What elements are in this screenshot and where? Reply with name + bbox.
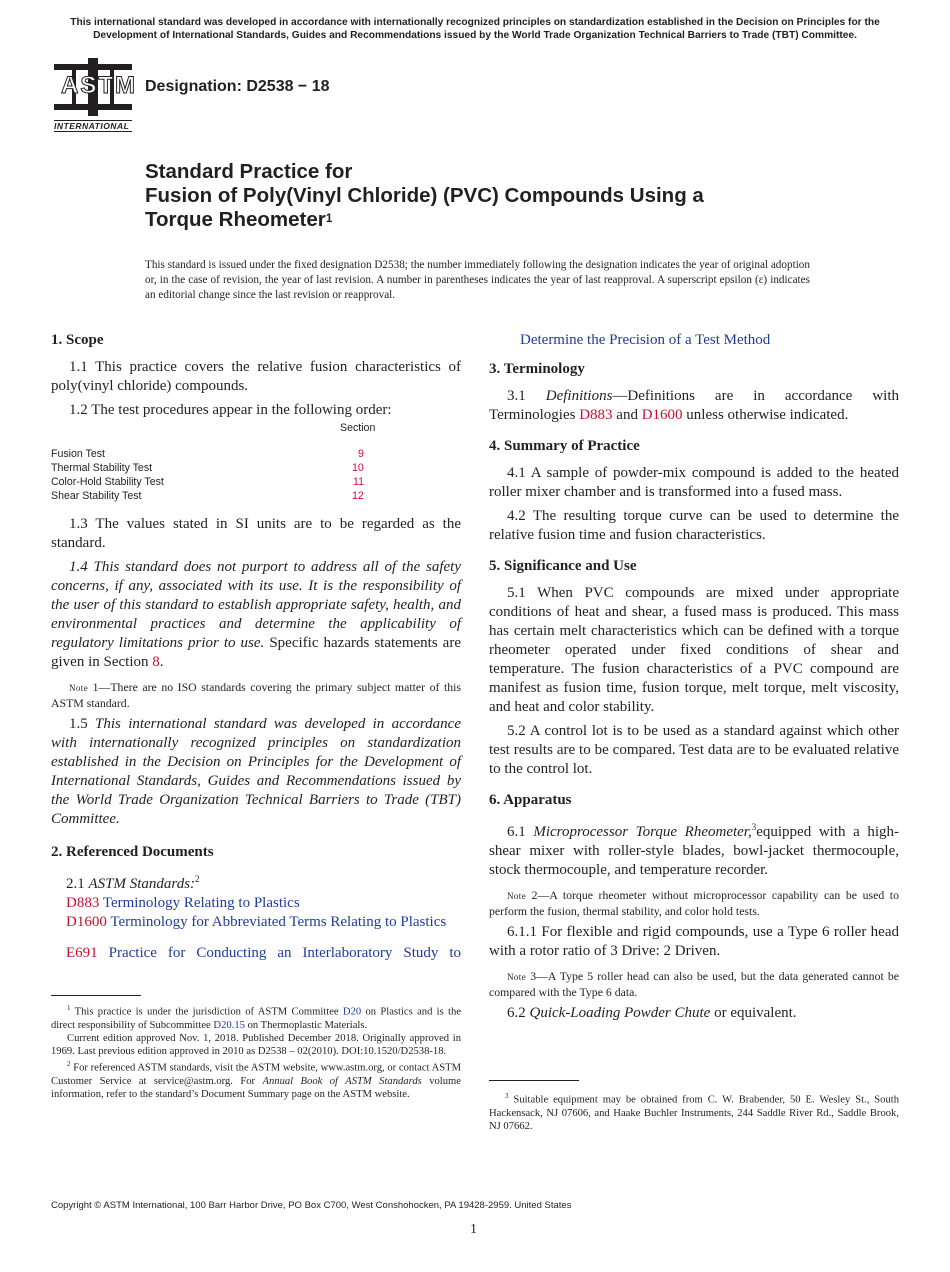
- footnote-2-italic: Annual Book of ASTM Standards: [262, 1076, 422, 1088]
- para-1-4: 1.4 This standard does not purport to address all of the safety concerns, if any, associated with its use. It is the responsibility of the user of this standard to establish appropriate safety, health, and environmental practices and determine the applicability of regulatory limitations prior to use. Specific hazards statements are given in Section 8.: [51, 559, 461, 670]
- footnote-2-marker: 2: [67, 1060, 71, 1069]
- procedure-table: [51, 422, 461, 515]
- footnote-divider-right: [489, 1080, 579, 1081]
- ref-d883[interactable]: [51, 894, 461, 913]
- astm-logo: [50, 56, 136, 134]
- footnote-1-text-a: This practice is under the jurisdiction of ASTM Committee: [74, 1006, 343, 1018]
- para-3-1-text-c: unless otherwise indicated.: [682, 407, 849, 423]
- footnote-2-text-b: volume information, refer to the standard’s Document Summary page on the ASTM website.: [51, 1076, 461, 1101]
- ref-code[interactable]: D883: [66, 895, 100, 911]
- note-2-label: Note: [507, 891, 527, 901]
- section-4-heading: 4. Summary of Practice: [489, 438, 640, 454]
- committee-d20-link[interactable]: D20: [342, 1006, 362, 1018]
- para-1-4-rest: Specific hazards statements are given in Section: [51, 635, 461, 670]
- designation: Designation: D2538 − 18: [145, 78, 330, 95]
- title-line-1: Standard Practice for: [145, 160, 353, 183]
- section-5-heading: 5. Significance and Use: [489, 558, 637, 574]
- para-6-1-1: 6.1.1 For flexible and rigid compounds, use a Type 6 roller head with a rotor ratio of 3 Drive: 2 Driven.: [489, 924, 899, 959]
- title-footnote-ref: 1: [325, 211, 333, 225]
- para-2-1: [51, 870, 461, 894]
- footnote-1-edition: Current edition approved Nov. 1, 2018. Published December 2018. Originally approved in 1969. Last previous edition approved in 2010 as D2538 – 02(2010). DOI:10.1520/D2538-18.: [51, 1032, 461, 1058]
- title-line-2: Fusion of Poly(Vinyl Chloride) (PVC) Compounds Using a: [145, 184, 704, 207]
- title-line-3-text: Torque Rheometer: [145, 208, 326, 231]
- footnote-3-marker: 3: [505, 1092, 509, 1100]
- footnotes-left: [51, 1002, 461, 1101]
- para-3-1-num: 3.1: [507, 388, 546, 404]
- notice-text: This international standard was developed in accordance with internationally recognized principles on standardization established in the Decision on Principles for the Development of International Standards, Guides and Recommendations issued by the World Trade Organization Technical Barriers to Trade (TBT) Committee.: [70, 17, 880, 41]
- footnote-1-marker: 1: [67, 1004, 71, 1012]
- table-header-section: Section: [340, 422, 376, 434]
- para-2-1-text: ASTM Standards:: [88, 876, 196, 892]
- left-column: [51, 331, 461, 932]
- para-1-1: 1.1 This practice covers the relative fusion characteristics of poly(vinyl chloride) compounds.: [51, 359, 461, 394]
- section-8-link[interactable]: 8: [152, 654, 160, 670]
- para-6-2-text: or equivalent.: [710, 1005, 797, 1021]
- d883-link[interactable]: D883: [579, 407, 613, 423]
- section-6-heading: 6. Apparatus: [489, 792, 572, 808]
- para-6-1: [489, 818, 899, 880]
- section-3-heading: 3. Terminology: [489, 361, 585, 377]
- ref-title[interactable]: Terminology Relating to Plastics: [102, 895, 300, 911]
- footnote-1-text-c: on Thermoplastic Materials.: [244, 1019, 368, 1031]
- para-6-2-italic: Quick-Loading Powder Chute: [529, 1005, 711, 1021]
- para-6-1-num: 6.1: [507, 824, 534, 840]
- table-row: [51, 475, 164, 489]
- ref-e691-continued[interactable]: Determine the Precision of a Test Method: [520, 332, 771, 348]
- footnote-divider: [51, 995, 141, 996]
- footnote-1-text-b: on Plastics and is the direct responsibility of Subcommittee: [51, 1006, 461, 1031]
- para-6-1-italic: Microprocessor Torque Rheometer,: [533, 824, 752, 840]
- section-2-heading: 2. Referenced Documents: [51, 844, 214, 860]
- note-1-text: 1—There are no ISO standards covering the primary subject matter of this ASTM standard.: [51, 680, 461, 710]
- title-line-3: [145, 208, 865, 232]
- para-3-1: [489, 387, 899, 425]
- footnote-2-ref: 2: [195, 874, 200, 884]
- footnote-3-ref: 3: [751, 822, 757, 832]
- para-1-5: [51, 715, 461, 829]
- subcommittee-d20-15-link[interactable]: D20.15: [213, 1019, 245, 1031]
- para-6-2: [489, 1004, 899, 1023]
- footnote-2-text-a: For referenced ASTM standards, visit the ASTM website, www.astm.org, or contact ASTM Customer Service at service@astm.org. For: [51, 1062, 462, 1088]
- para-3-1-text-a: —Definitions are in accordance with Terminologies: [489, 388, 899, 423]
- table-cell-section-link[interactable]: 12: [352, 490, 364, 502]
- table-row: [51, 489, 142, 503]
- table-cell-section-link[interactable]: 9: [358, 448, 364, 460]
- top-notice: [40, 16, 910, 42]
- table-cell-name: Color-Hold Stability Test: [51, 476, 164, 488]
- para-1-5-text: This international standard was developed in accordance with internationally recognized principles on standardization established in the Decision on Principles for the Development of International Standards, Guides and Recommendations issued by the World Trade Organization Technical Barriers to Trade (TBT) Committee.: [51, 716, 461, 827]
- footnote-1: [51, 1002, 461, 1032]
- right-column: [489, 331, 899, 1028]
- note-2-text: 2—A torque rheometer without microprocessor capability can be used to perform the fusion, thermal stability, and color hold tests.: [489, 888, 899, 918]
- para-5-1: 5.1 When PVC compounds are mixed under appropriate conditions of heat and shear, a fused mass is produced. This mass has certain melt characteristics which can be defined with a torque rheometer operated under fixed conditions of shear and temperature. The fusion characteristics of a PVC compound are manifest as fusion time, fusion torque, melt torque, melt viscosity, and heat and color stability.: [489, 585, 899, 715]
- para-1-3: 1.3 The values stated in SI units are to be regarded as the standard.: [51, 516, 461, 551]
- document-title: [145, 160, 865, 232]
- note-3-text: 3—A Type 5 roller head can also be used, but the data generated cannot be compared with the Type 6 data.: [489, 969, 899, 999]
- ref-code[interactable]: E691: [66, 945, 98, 961]
- para-6-2-num: 6.2: [507, 1005, 530, 1021]
- copyright: Copyright © ASTM International, 100 Barr Harbor Drive, PO Box C700, West Conshohocken, PA 19428-2959. United States: [51, 1200, 572, 1211]
- logo-text: ASTM: [61, 72, 137, 99]
- ref-title-part-1[interactable]: Practice for Conducting an Interlaboratory Study to: [108, 945, 461, 961]
- para-6-1-text: equipped with a high-shear mixer with roller-style blades, bowl-jacket thermocouple, stock thermocouple, and temperature recorder.: [489, 824, 899, 878]
- table-row: [51, 461, 152, 475]
- para-3-1-text-b: and: [612, 407, 642, 423]
- section-1-heading: 1. Scope: [51, 332, 104, 348]
- table-cell-name: Shear Stability Test: [51, 490, 142, 502]
- para-3-1-italic: Definitions: [545, 388, 613, 404]
- page-number: 1: [470, 1222, 477, 1237]
- ref-title[interactable]: Terminology for Abbreviated Terms Relating to Plastics: [110, 914, 447, 930]
- para-5-2: 5.2 A control lot is to be used as a standard against which other test results are to be compared. Test data are to be evaluated relative to the control lot.: [489, 723, 899, 777]
- table-cell-name: Fusion Test: [51, 448, 105, 460]
- para-2-1-num: 2.1: [66, 876, 89, 892]
- footnote-2: [51, 1058, 461, 1101]
- ref-code[interactable]: D1600: [66, 914, 107, 930]
- note-3: [489, 969, 899, 1000]
- d1600-link[interactable]: D1600: [641, 407, 683, 423]
- table-cell-name: Thermal Stability Test: [51, 462, 153, 474]
- para-1-5-num: 1.5: [69, 716, 96, 732]
- intro-paragraph: This standard is issued under the fixed designation D2538; the number immediately following the designation indicates the year of original adoption or, in the case of revision, the year of last revision. A number in parentheses indicates the year of last reapproval. A superscript epsilon (ε) indicates an editorial change since the last revision or reapproval.: [145, 259, 810, 301]
- footnote-3: [489, 1090, 899, 1133]
- note-1-label: Note: [69, 683, 89, 693]
- ref-e691[interactable]: [66, 944, 461, 963]
- logo-subtext: INTERNATIONAL: [54, 121, 130, 131]
- table-cell-section-link[interactable]: 11: [353, 476, 364, 488]
- note-2: [489, 888, 899, 919]
- ref-d1600[interactable]: [51, 913, 461, 932]
- table-cell-section-link[interactable]: 10: [352, 462, 364, 474]
- para-4-1: 4.1 A sample of powder-mix compound is added to the heated roller mixer chamber and is transformed into a fused mass.: [489, 465, 899, 500]
- para-4-2: 4.2 The resulting torque curve can be used to determine the relative fusion time and fusion characteristics.: [489, 508, 899, 543]
- para-1-2: 1.2 The test procedures appear in the following order:: [69, 402, 392, 418]
- table-row: [51, 447, 105, 461]
- note-3-label: Note: [507, 972, 527, 982]
- footnote-3-text: Suitable equipment may be obtained from C. W. Brabender, 50 E. Wesley St., South Hackensack, NJ 07606, and Haake Buchler Instruments, 244 Saddle River Rd., Saddle Brook, NJ 07662.: [489, 1094, 899, 1132]
- note-1: [51, 680, 461, 711]
- para-1-4-italic: 1.4 This standard does not purport to address all of the safety concerns, if any, associated with its use. It is the responsibility of the user of this standard to establish appropriate safety, health, and environmental practices and determine the applicability of regulatory limitations prior to use.: [51, 559, 461, 651]
